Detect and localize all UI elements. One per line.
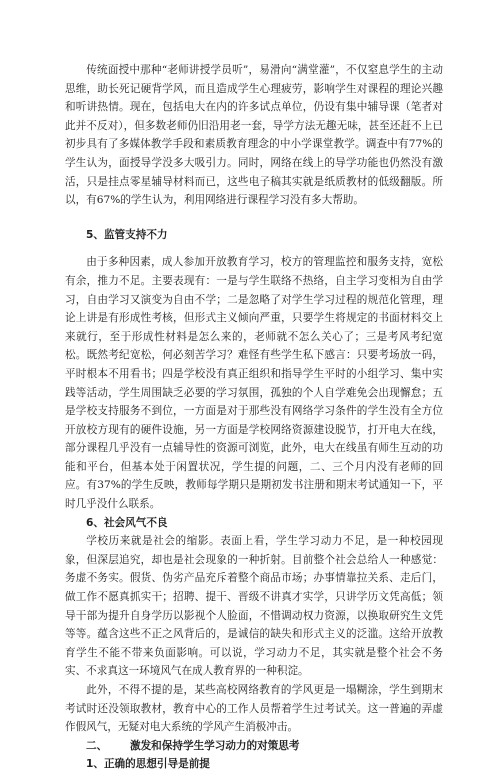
section-heading [65,737,443,756]
paragraph-online-education: 此外，不得不提的是，某些高校网络教育的学风更是一塌糊涂，学生到期末考试时还没领取教材，教育中心的工作人员帮着学生过考试关。这一普遍的弄虚作假风气，无疑对电大系统的学风产生消极冲击。 [65,684,443,734]
heading-social-climate: 6、社会风气不良 [86,516,168,529]
paragraph-supervision: 由于多种因素，成人参加开放教育学习，校方的管理监控和服务支持，宽松有余，推力不足。主要表现有：一是与学生联络不热络，自主学习变相为自由学习，自由学习又演变为自由不学；二是忽略了对学生学习过程的规范化管理，理论上讲是有形成性考核，但形式主义倾向严重，只要学生将规定的书面材料交上来就行，至于形成性材料是怎么来的，老师就不怎么关心了；三是考风考纪宽松。既然考纪宽松，何必刻苦学习？难怪有些学生私下感言：只要考场放一码，平时根本不用看书；四是学校没有真正组织和指导学生平时的小组学习、集中实践等活动，学生周围缺乏必要的学习氛围，孤独的个人自学难免会出现懈怠；五是学校支持服务不到位，一方面是对于那些没有网络学习条件的学生没有全方位开放校方现有的硬件设施，另一方面是学校网络资源建设脱节，打开电大在线，部分课程几乎没有一点辅导性的资源可浏览，此外，电大在线虽有师生互动的功能和平台，但基本处于闲置状况，学生提的问题，二、三个月内没有老师的回应。有37%的学生反映，教师每学期只是期初发书注册和期末考试通知一下，平时几乎没什么联系。 [65,256,443,511]
heading-ideological-guidance: 1、正确的思想引导是前提 [86,758,210,771]
paragraph-face-to-face: 传统面授中那种“老师讲授学员听”，易滑向“满堂灌”，不仅窒息学生的主动思维，助长死记硬背学风，而且造成学生心理疲劳，影响学生对课程的理论兴趣和听讲热情。现在，包括电大在内的许多试点单位，仍设有集中辅导课（笔者对此并不反对），但多数老师仍旧沿用老一套，导学方法无趣无味，甚至还赶不上已初步具有了多媒体教学手段和素质教育理念的中小学课堂教学。调查中有77%的学生认为，面授导学没多大吸引力。同时，网络在线上的导学功能也仍然没有激活，只是挂点零星辅导材料而已，这些电子稿其实就是纸质教材的低级翻版。所以，有67%的学生认为，利用网络进行课程学习没有多大帮助。 [65,64,443,207]
section-title: 激发和保持学生学习动力的对策思考 [130,739,300,752]
section-number: 二、 [86,739,108,752]
paragraph-social-climate: 学校历来就是社会的缩影。表面上看，学生学习动力不足，是一种校园现象，但深层追究，却也是社会现象的一种折射。目前整个社会总给人一种感觉：务虚不务实。假货、伪劣产品充斥着整个商品市场；办事情靠拉关系、走后门，做工作不愿真抓实干；招聘、提干、晋级不讲真才实学，只讲学历文凭高低；领导干部为提升自身学历以影视个人脸面，不惜调动权力资源，以换取研究生文凭等等。蕴含这些不正之风背后的，是诚信的缺失和形式主义的泛滥。这给开放教育学生不能不带来负面影响。可以说，学习动力不足，其实就是整个社会不务实、不求真这一环境风气在成人教育界的一种积淀。 [65,535,443,678]
heading-supervision: 5、监管支持不力 [86,228,168,241]
